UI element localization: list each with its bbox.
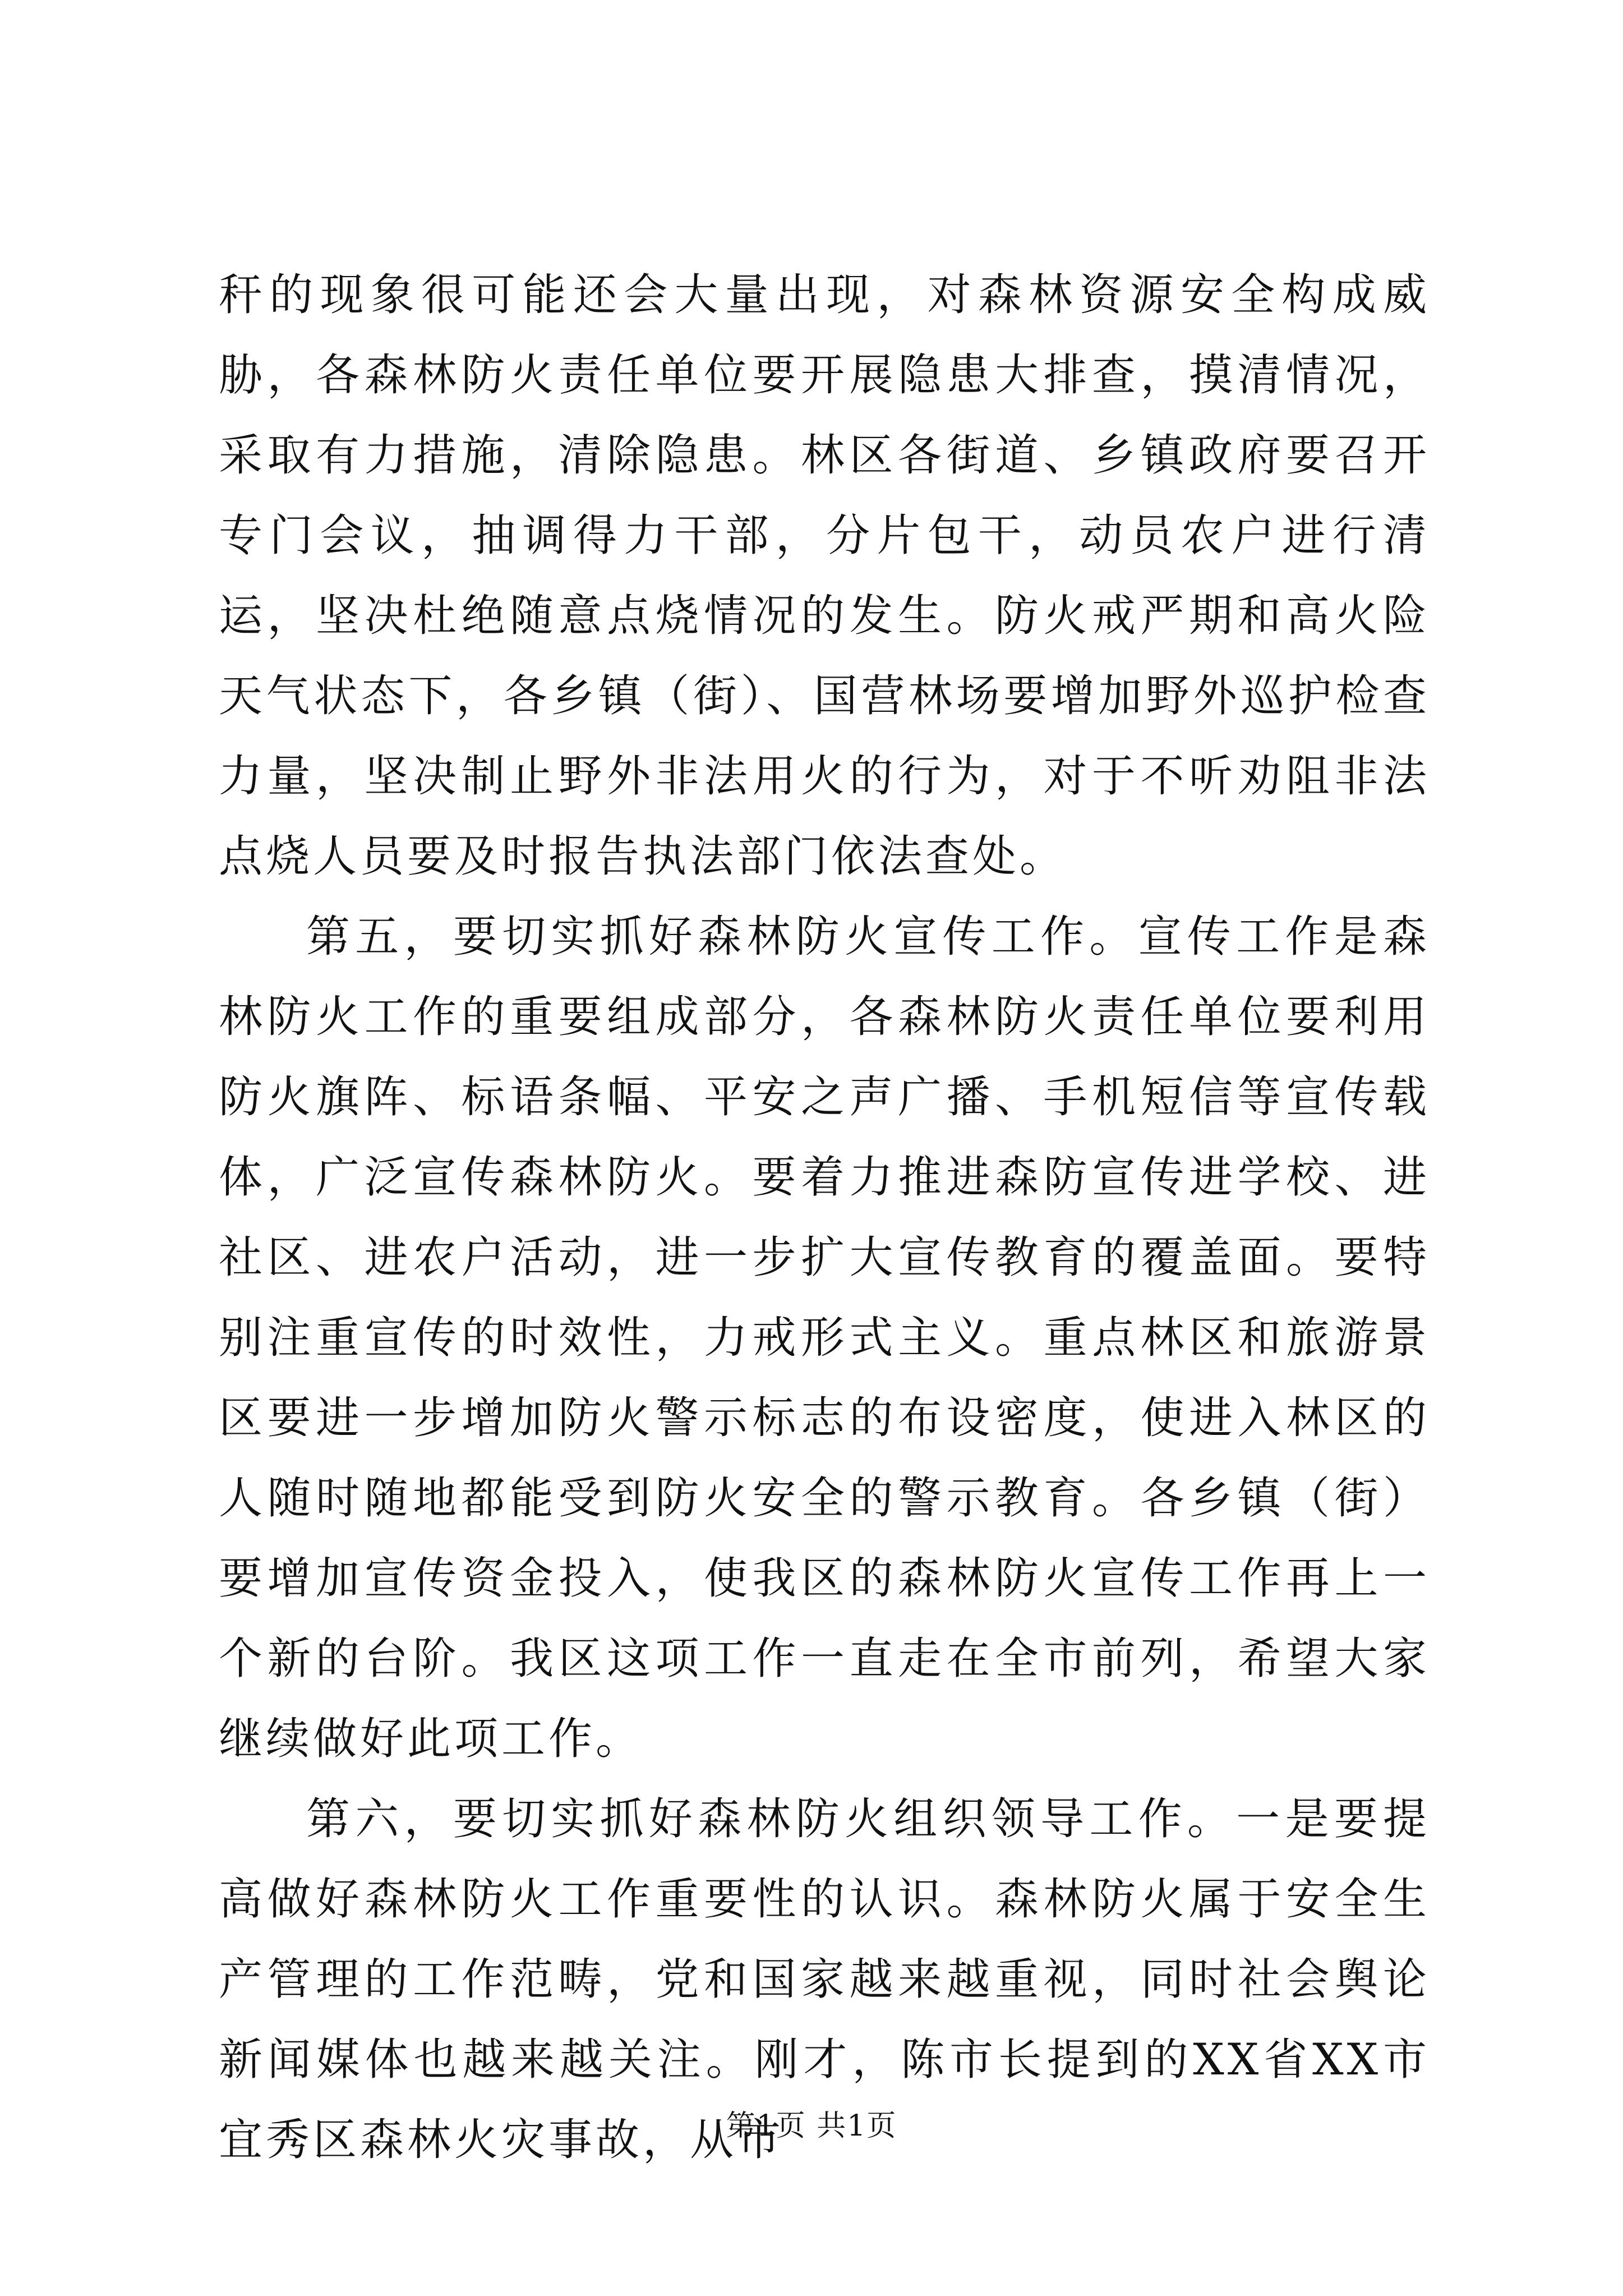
paragraph-continuation: 秆的现象很可能还会大量出现，对森林资源安全构成威胁，各森林防火责任单位要开展隐患大排查，摸清情况，采取有力措施，清除隐患。林区各街道、乡镇政府要召开专门会议，抽调得力干部，分片包干，动员农户进行清运，坚决杜绝随意点烧情况的发生。防火戒严期和高火险天气状态下，各乡镇（街）、国营林场要增加野外巡护检查力量，坚决制止野外非法用火的行为，对于不听劝阻非法点烧人员要及时报告执法部门依法查处。 — [219, 270, 1430, 882]
document-body — [219, 255, 1430, 2180]
page-footer: 第1页 共1页 — [726, 2109, 897, 2143]
paragraph-section-five: 第五，要切实抓好森林防火宣传工作。宣传工作是森林防火工作的重要组成部分，各森林防火责任单位要利用防火旗阵、标语条幅、平安之声广播、手机短信等宣传载体，广泛宣传森林防火。要着力推进森防宣传进学校、进社区、进农户活动，进一步扩大宣传教育的覆盖面。要特别注重宣传的时效性，力戒形式主义。重点林区和旅游景区要进一步增加防火警示标志的布设密度，使进入林区的人随时随地都能受到防火安全的警示教育。各乡镇（街）要增加宣传资金投入，使我区的森林防火宣传工作再上一个新的台阶。我区这项工作一直走在全市前列，希望大家继续做好此项工作。 — [219, 912, 1430, 1764]
paragraph-section-six: 第六，要切实抓好森林防火组织领导工作。一是要提高做好森林防火工作重要性的认识。森林防火属于安全生产管理的工作范畴，党和国家越来越重视，同时社会舆论新闻媒体也越来越关注。刚才，陈市长提到的XX省XX市宜秀区森林火灾事故，从市 — [219, 1794, 1430, 2165]
